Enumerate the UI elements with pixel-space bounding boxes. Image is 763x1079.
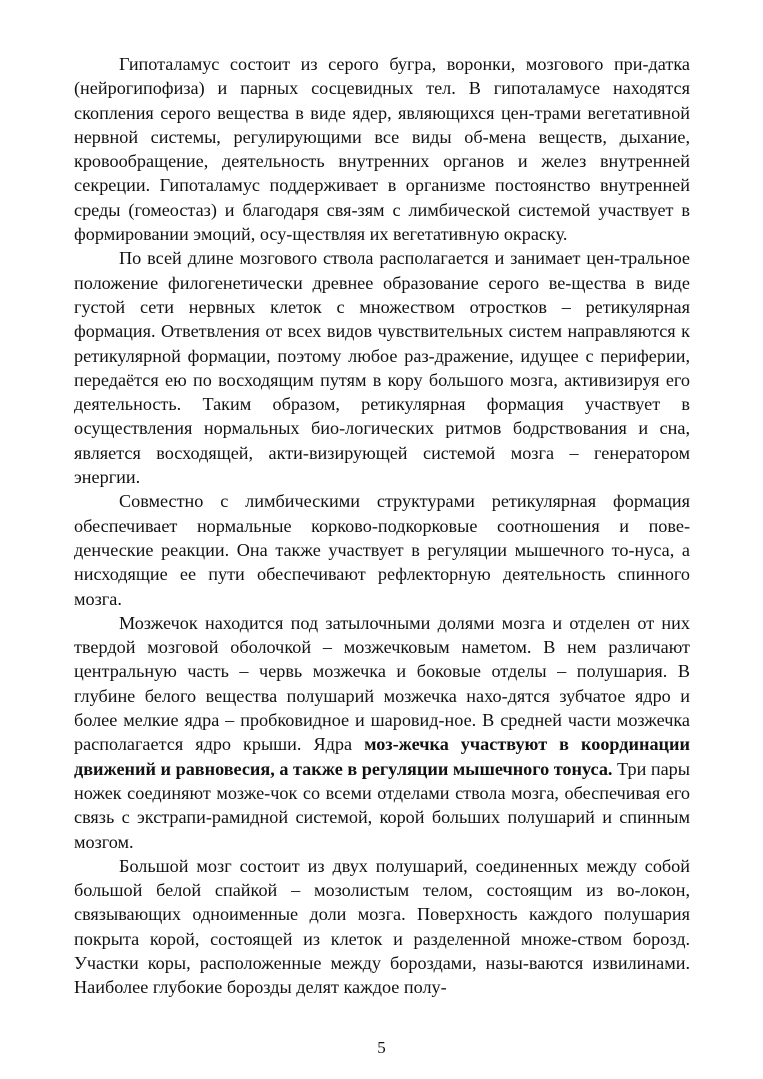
paragraph-limbic-structures: Совместно с лимбическими структурами ретикулярная формация обеспечивает нормальные корково-подкорковые соотношения и пове-денческие реакции. Она также участвует в регуляции мышечного то-нуса, а нисходящие ее пути обеспечивают рефлекторную деятельность спинного мозга. — [74, 491, 690, 609]
paragraph-cerebellum — [74, 611, 690, 854]
cerebellum-text-before: Мозжечок находится под затылочными долями мозга и отделен от них твердой мозговой оболочкой – мозжечковым наметом. В нем различают центральную часть – червь мозжечка и боковые отделы – полушария. В глубине белого вещества полушарий мозжечка нахо-дятся зубчатое ядро и более мелкие ядра – пробковидное и шаровид-ное. В средней части мозжечка располагается ядро крыши. Ядра — [74, 612, 690, 755]
page-number: 5 — [377, 1038, 386, 1057]
paragraph-reticular-formation: По всей длине мозгового ствола располагается и занимает цен-тральное положение филогенетически древнее образование серого ве-щества в виде густой сети нервных клеток с множеством отростков – ретикулярная формация. Ответвления от всех видов чувствительных систем направляются к ретикулярной формации, поэтому любое раз-дражение, идущее с периферии, передаётся ею по восходящим путям в кору большого мозга, активизируя его деятельность. Таким образом, ретикулярная формация участвует в осуществления нормальных био-логических ритмов бодрствования и сна, является восходящей, акти-визирующей системой мозга – генератором энергии. — [74, 248, 690, 488]
cerebellum-text-after: Три пары ножек соединяют мозже-чок со всеми отделами ствола мозга, обеспечивая его связь с экстрапи-рамидной системой, корой больших полушарий и спинным мозгом. — [74, 758, 690, 852]
paragraph-cerebrum: Большой мозг состоит из двух полушарий, соединенных между собой большой белой спайкой – мозолистым телом, состоящим из во-локон, связывающих одноименные доли мозга. Поверхность каждого полушария покрыта корой, состоящей из клеток и разделенной множе-ством борозд. Участки коры, расположенные между бороздами, назы-ваются извилинами. Наиболее глубокие борозды делят каждое полу- — [74, 855, 690, 998]
page-body — [74, 52, 690, 1000]
cerebellum-bold-text: моз-жечка участвуют в координации движений и равновесия, а также в регуляции мышечного тонуса. — [74, 734, 690, 779]
paragraph-hypothalamus: Гипоталамус состоит из серого бугра, воронки, мозгового при-датка (нейрогипофиза) и парных сосцевидных тел. В гипоталамусе находятся скопления серого вещества в виде ядер, являющихся цен-трами вегетативной нервной системы, регулирующими все виды об-мена веществ, дыхание, кровообращение, деятельность внутренних органов и желез внутренней секреции. Гипоталамус поддерживает в организме постоянство внутренней среды (гомеостаз) и благодаря свя-зям с лимбической системой участвует в формировании эмоций, осу-ществляя их вегетативную окраску. — [74, 54, 690, 245]
